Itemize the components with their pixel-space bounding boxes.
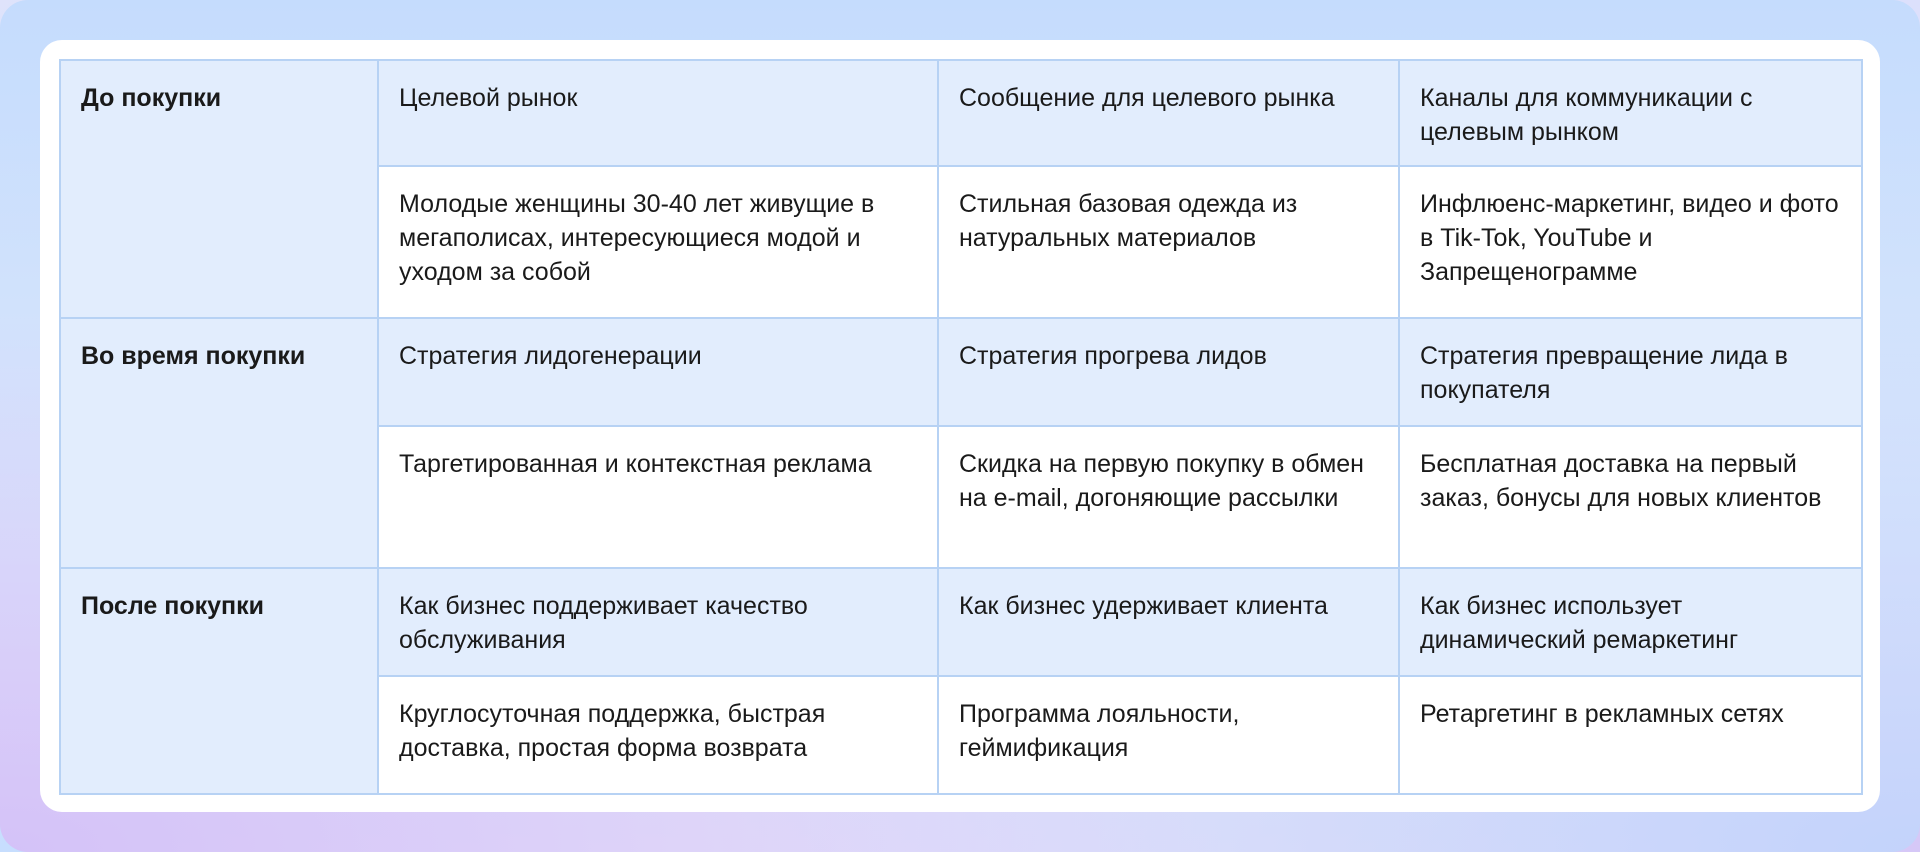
stage-label-during: Во время покупки [60, 318, 378, 568]
customer-journey-table [59, 59, 1863, 795]
stage-label-before: До покупки [60, 60, 378, 318]
row-header-cell: Как бизнес поддерживает качество обслуживания [378, 568, 938, 676]
row-header-cell: Как бизнес удерживает клиента [938, 568, 1399, 676]
row-header-cell: Стратегия лидогенерации [378, 318, 938, 426]
table-row [60, 60, 1862, 166]
value-cell: Ретаргетинг в рекламных сетях [1399, 676, 1862, 794]
row-header-cell: Каналы для коммуникации с целевым рынком [1399, 60, 1862, 166]
value-cell: Программа лояльности, геймификация [938, 676, 1399, 794]
value-cell: Круглосуточная поддержка, быстрая доставка, простая форма возврата [378, 676, 938, 794]
content-card [40, 40, 1880, 812]
value-cell: Бесплатная доставка на первый заказ, бонусы для новых клиентов [1399, 426, 1862, 568]
row-header-cell: Целевой рынок [378, 60, 938, 166]
row-header-cell: Сообщение для целевого рынка [938, 60, 1399, 166]
table-row [60, 568, 1862, 676]
value-cell: Скидка на первую покупку в обмен на e-mail, догоняющие рассылки [938, 426, 1399, 568]
stage-label-after: После покупки [60, 568, 378, 794]
value-cell: Инфлюенс-маркетинг, видео и фото в Tik-Tok, YouTube и Запрещенограмме [1399, 166, 1862, 318]
row-header-cell: Как бизнес использует динамический ремаркетинг [1399, 568, 1862, 676]
row-header-cell: Стратегия прогрева лидов [938, 318, 1399, 426]
table-row [60, 318, 1862, 426]
value-cell: Молодые женщины 30-40 лет живущие в мегаполисах, интересующиеся модой и уходом за собой [378, 166, 938, 318]
value-cell: Таргетированная и контекстная реклама [378, 426, 938, 568]
row-header-cell: Стратегия превращение лида в покупателя [1399, 318, 1862, 426]
value-cell: Стильная базовая одежда из натуральных материалов [938, 166, 1399, 318]
